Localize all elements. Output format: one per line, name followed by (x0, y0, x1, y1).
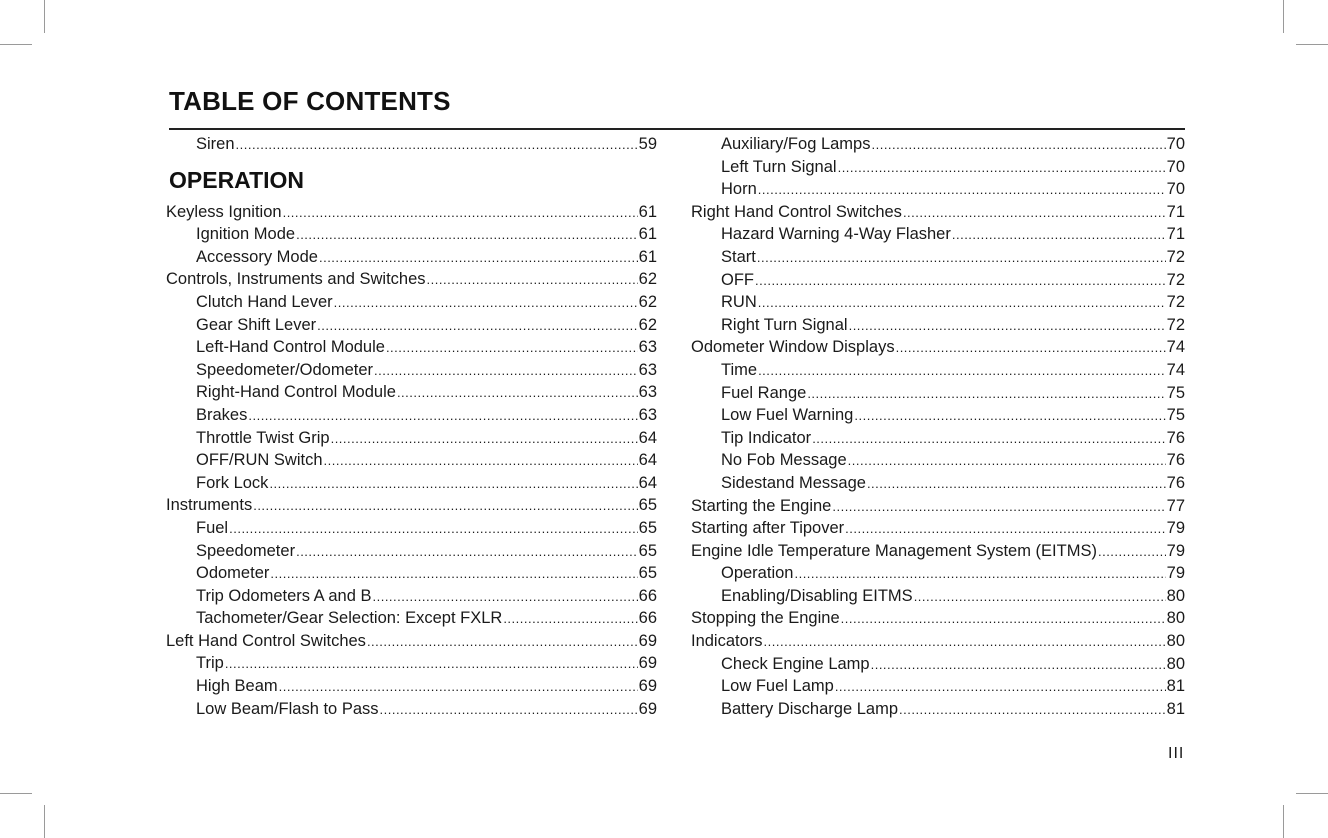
toc-entry-title: Battery Discharge Lamp (721, 699, 898, 718)
toc-entry-title: Horn (721, 180, 757, 199)
toc-entry-page-number: 80 (1166, 586, 1185, 605)
toc-entry[interactable] (166, 494, 657, 517)
toc-entry[interactable] (166, 517, 657, 540)
toc-entry-title: Left Turn Signal (721, 157, 837, 176)
toc-entry[interactable] (691, 201, 1185, 224)
toc-entry[interactable] (166, 246, 657, 269)
toc-entry-title: Time (721, 360, 758, 379)
toc-entry-page-number: 80 (1166, 609, 1185, 628)
dot-leader (896, 337, 1166, 360)
toc-entry[interactable] (166, 201, 657, 224)
toc-entry[interactable] (166, 449, 657, 472)
toc-entry-page-number: 76 (1166, 428, 1185, 447)
dot-leader (903, 202, 1166, 225)
toc-entry-page-number: 69 (638, 631, 657, 650)
dot-leader (380, 699, 638, 722)
toc-entry[interactable] (166, 291, 657, 314)
toc-entry-title: Trip Odometers A and B (196, 586, 372, 605)
toc-entry[interactable] (166, 652, 657, 675)
dot-leader (270, 563, 637, 586)
dot-leader (841, 608, 1166, 631)
toc-entry[interactable] (691, 359, 1185, 382)
toc-entry[interactable] (166, 381, 657, 404)
toc-entry-page-number: 62 (638, 270, 657, 289)
toc-entry-page-number: 65 (638, 564, 657, 583)
toc-entry-title: Controls, Instruments and Switches (166, 270, 426, 289)
toc-entry[interactable] (691, 382, 1185, 405)
toc-entry-page-number: 72 (1166, 270, 1185, 289)
toc-entry-title: Right Turn Signal (721, 315, 848, 334)
dot-leader (386, 337, 638, 360)
toc-entry-page-number: 79 (1166, 519, 1185, 538)
dot-leader (794, 563, 1165, 586)
dot-leader (283, 202, 638, 225)
section-heading: OPERATION (169, 166, 305, 193)
dot-leader (845, 518, 1165, 541)
toc-entry-page-number: 63 (638, 383, 657, 402)
toc-entry-page-number: 76 (1166, 473, 1185, 492)
toc-entry-page-number: 69 (638, 699, 657, 718)
toc-entry-title: OFF/RUN Switch (196, 451, 323, 470)
toc-entry-title: Odometer (196, 564, 270, 583)
toc-entry-title: No Fob Message (721, 451, 847, 470)
toc-entry[interactable] (691, 540, 1185, 563)
toc-entry-title: Enabling/Disabling EITMS (721, 586, 913, 605)
toc-right-column (691, 133, 1185, 720)
toc-entry[interactable] (166, 314, 657, 337)
toc-entry[interactable] (166, 607, 657, 630)
toc-entry-page-number: 62 (638, 292, 657, 311)
toc-entry-page-number: 65 (638, 541, 657, 560)
toc-entry-page-number: 62 (638, 315, 657, 334)
toc-entry-page-number: 81 (1166, 699, 1185, 718)
toc-entry[interactable] (166, 336, 657, 359)
toc-entry[interactable] (691, 178, 1185, 201)
toc-entry-title: Sidestand Message (721, 473, 866, 492)
toc-entry-title: Gear Shift Lever (196, 315, 317, 334)
dot-leader (764, 631, 1166, 654)
toc-entry[interactable] (691, 653, 1185, 676)
dot-leader (757, 247, 1166, 270)
toc-entry[interactable] (166, 404, 657, 427)
toc-entry-page-number: 74 (1166, 360, 1185, 379)
dot-leader (279, 676, 638, 699)
crop-mark (1296, 44, 1328, 45)
toc-entry-title: Low Fuel Warning (721, 406, 854, 425)
toc-entry-title: Speedometer (196, 541, 296, 560)
dot-leader (1098, 541, 1166, 564)
dot-leader (758, 179, 1166, 202)
toc-entry-title: Starting the Engine (691, 496, 832, 515)
toc-entry-page-number: 71 (1166, 202, 1185, 221)
toc-entry-title: OFF (721, 270, 754, 289)
dot-leader (253, 495, 637, 518)
toc-entry-page-number: 72 (1166, 247, 1185, 266)
toc-entry-page-number: 65 (638, 496, 657, 515)
dot-leader (225, 653, 638, 676)
dot-leader (372, 586, 637, 609)
dot-leader (229, 518, 638, 541)
toc-entry[interactable] (691, 698, 1185, 721)
toc-entry-page-number: 64 (638, 428, 657, 447)
crop-mark (44, 805, 45, 838)
crop-mark (0, 793, 32, 794)
crop-mark (0, 44, 32, 45)
dot-leader (835, 676, 1166, 699)
dot-leader (755, 270, 1166, 293)
toc-entry-page-number: 81 (1166, 677, 1185, 696)
toc-entry[interactable] (166, 630, 657, 653)
toc-entry-page-number: 63 (638, 338, 657, 357)
toc-entry-page-number: 66 (638, 609, 657, 628)
dot-leader (367, 631, 638, 654)
dot-leader (867, 473, 1166, 496)
toc-entry[interactable] (166, 359, 657, 382)
toc-entry-page-number: 74 (1166, 338, 1185, 357)
dot-leader (832, 496, 1165, 519)
toc-entry-title: Instruments (166, 496, 253, 515)
toc-entry[interactable] (166, 268, 657, 291)
title-divider (169, 128, 1185, 130)
toc-entry-page-number: 80 (1166, 654, 1185, 673)
toc-entry-title: Speedometer/Odometer (196, 360, 374, 379)
toc-entry-page-number: 61 (638, 225, 657, 244)
toc-entry[interactable] (691, 472, 1185, 495)
toc-entry-page-number: 71 (1166, 225, 1185, 244)
dot-leader (296, 224, 638, 247)
toc-entry[interactable] (691, 607, 1185, 630)
dot-leader (952, 224, 1166, 247)
dot-leader (838, 157, 1166, 180)
dot-leader (503, 608, 637, 631)
toc-entry-page-number: 77 (1166, 496, 1185, 515)
page-number: III (1168, 745, 1185, 762)
toc-entry[interactable] (166, 540, 657, 563)
toc-entry-title: Tachometer/Gear Selection: Except FXLR (196, 609, 503, 628)
dot-leader (871, 654, 1166, 677)
crop-mark (44, 0, 45, 33)
toc-entry-title: Tip Indicator (721, 428, 812, 447)
toc-entry[interactable] (166, 698, 657, 721)
toc-entry[interactable] (691, 269, 1185, 292)
toc-entry[interactable] (691, 630, 1185, 653)
dot-leader (854, 405, 1165, 428)
dot-leader (397, 382, 638, 405)
toc-entry-page-number: 61 (638, 247, 657, 266)
dot-leader (849, 315, 1166, 338)
toc-entry-page-number: 70 (1166, 180, 1185, 199)
crop-mark (1283, 0, 1284, 33)
toc-entry[interactable] (691, 246, 1185, 269)
toc-entry-page-number: 70 (1166, 157, 1185, 176)
toc-entry[interactable] (691, 291, 1185, 314)
toc-entry-title: Clutch Hand Lever (196, 292, 333, 311)
dot-leader (324, 450, 638, 473)
toc-entry-title: Low Fuel Lamp (721, 677, 834, 696)
toc-entry[interactable] (691, 562, 1185, 585)
toc-entry[interactable] (691, 223, 1185, 246)
toc-entry[interactable] (166, 472, 657, 495)
toc-entry-title: Hazard Warning 4-Way Flasher (721, 225, 951, 244)
toc-entry-page-number: 79 (1166, 564, 1185, 583)
toc-entry-page-number: 72 (1166, 293, 1185, 312)
toc-entry-title: Fuel Range (721, 383, 807, 402)
toc-entry-page-number: 63 (638, 360, 657, 379)
toc-entry-page-number: 64 (638, 451, 657, 470)
toc-entry-title: Accessory Mode (196, 247, 318, 266)
toc-entry[interactable] (166, 223, 657, 246)
dot-leader (427, 269, 638, 292)
dot-leader (319, 247, 638, 270)
toc-entry-title: Engine Idle Temperature Management System (EITMS) (691, 541, 1097, 560)
dot-leader (899, 699, 1166, 722)
toc-entry[interactable] (691, 404, 1185, 427)
toc-entry-title: Left-Hand Control Module (196, 338, 385, 357)
toc-entry-title: Auxiliary/Fog Lamps (721, 135, 871, 153)
dot-leader (269, 473, 637, 496)
toc-entry-title: Right Hand Control Switches (691, 202, 902, 221)
dot-leader (248, 405, 637, 428)
toc-entry-title: Throttle Twist Grip (196, 428, 330, 447)
toc-entry-title: Start (721, 247, 756, 266)
toc-entry-title: Fuel (196, 518, 229, 537)
toc-entry[interactable] (691, 585, 1185, 608)
toc-entry-page-number: 69 (638, 654, 657, 673)
toc-entry-page-number: 65 (638, 518, 657, 537)
toc-entry[interactable] (691, 427, 1185, 450)
toc-entry-title: Trip (196, 654, 224, 673)
toc-entry-page-number: 75 (1166, 406, 1185, 425)
dot-leader (758, 360, 1166, 383)
crop-mark (1283, 805, 1284, 838)
toc-entry-page-number: 61 (638, 202, 657, 221)
toc-entry-page-number: 80 (1166, 632, 1185, 651)
toc-entry-title: Left Hand Control Switches (166, 631, 366, 650)
dot-leader (334, 292, 638, 315)
dot-leader (848, 450, 1166, 473)
toc-entry-page-number: 72 (1166, 315, 1185, 334)
toc-entry[interactable] (166, 675, 657, 698)
dot-leader (296, 541, 638, 564)
toc-entry-title: Indicators (691, 632, 763, 651)
toc-entry[interactable] (691, 336, 1185, 359)
toc-entry[interactable] (691, 517, 1185, 540)
toc-entry-title: Low Beam/Flash to Pass (196, 699, 379, 718)
dot-leader (807, 383, 1165, 406)
toc-entry[interactable] (691, 314, 1185, 337)
toc-entry-title: Operation (721, 564, 794, 583)
dot-leader (914, 586, 1166, 609)
toc-entry[interactable] (691, 156, 1185, 179)
dot-leader (812, 428, 1165, 451)
toc-entry-page-number: 75 (1166, 383, 1185, 402)
dot-leader (758, 292, 1166, 315)
toc-entry-page-number: 64 (638, 473, 657, 492)
toc-entry-title: Odometer Window Displays (691, 338, 895, 357)
toc-entry-title: Brakes (196, 405, 248, 424)
toc-entry-title: Right-Hand Control Module (196, 383, 396, 402)
toc-entry[interactable] (166, 427, 657, 450)
toc-entry[interactable] (166, 562, 657, 585)
toc-entry-page-number: 66 (638, 586, 657, 605)
dot-leader (236, 134, 638, 157)
toc-entry[interactable] (691, 495, 1185, 518)
toc-entry-page-number: 79 (1166, 541, 1185, 560)
toc-entry-title: Stopping the Engine (691, 609, 840, 628)
toc-entry[interactable] (691, 133, 1185, 156)
dot-leader (871, 134, 1165, 157)
toc-entry[interactable] (691, 675, 1185, 698)
dot-leader (331, 428, 638, 451)
toc-entry-title: Check Engine Lamp (721, 654, 870, 673)
toc-entry-title: Keyless Ignition (166, 202, 282, 221)
toc-entry-page-number: 69 (638, 677, 657, 696)
toc-entry-title: Ignition Mode (196, 225, 296, 244)
toc-entry-page-number: 76 (1166, 451, 1185, 470)
crop-mark (1296, 793, 1328, 794)
toc-entry-page-number: 59 (638, 135, 657, 153)
toc-entry-page-number: 70 (1166, 135, 1185, 153)
page-title: TABLE OF CONTENTS (169, 86, 451, 116)
toc-entry-title: Fork Lock (196, 473, 269, 492)
dot-leader (374, 360, 638, 383)
toc-entry-title: High Beam (196, 677, 278, 696)
toc-entry[interactable] (166, 585, 657, 608)
toc-entry[interactable] (166, 133, 657, 156)
toc-entry-title: Starting after Tipover (691, 519, 845, 538)
toc-entry[interactable] (691, 449, 1185, 472)
toc-entry-title: Siren (196, 135, 235, 153)
toc-entry-title: RUN (721, 293, 757, 312)
toc-left-column (166, 133, 657, 720)
dot-leader (317, 315, 638, 338)
toc-entry-page-number: 63 (638, 405, 657, 424)
